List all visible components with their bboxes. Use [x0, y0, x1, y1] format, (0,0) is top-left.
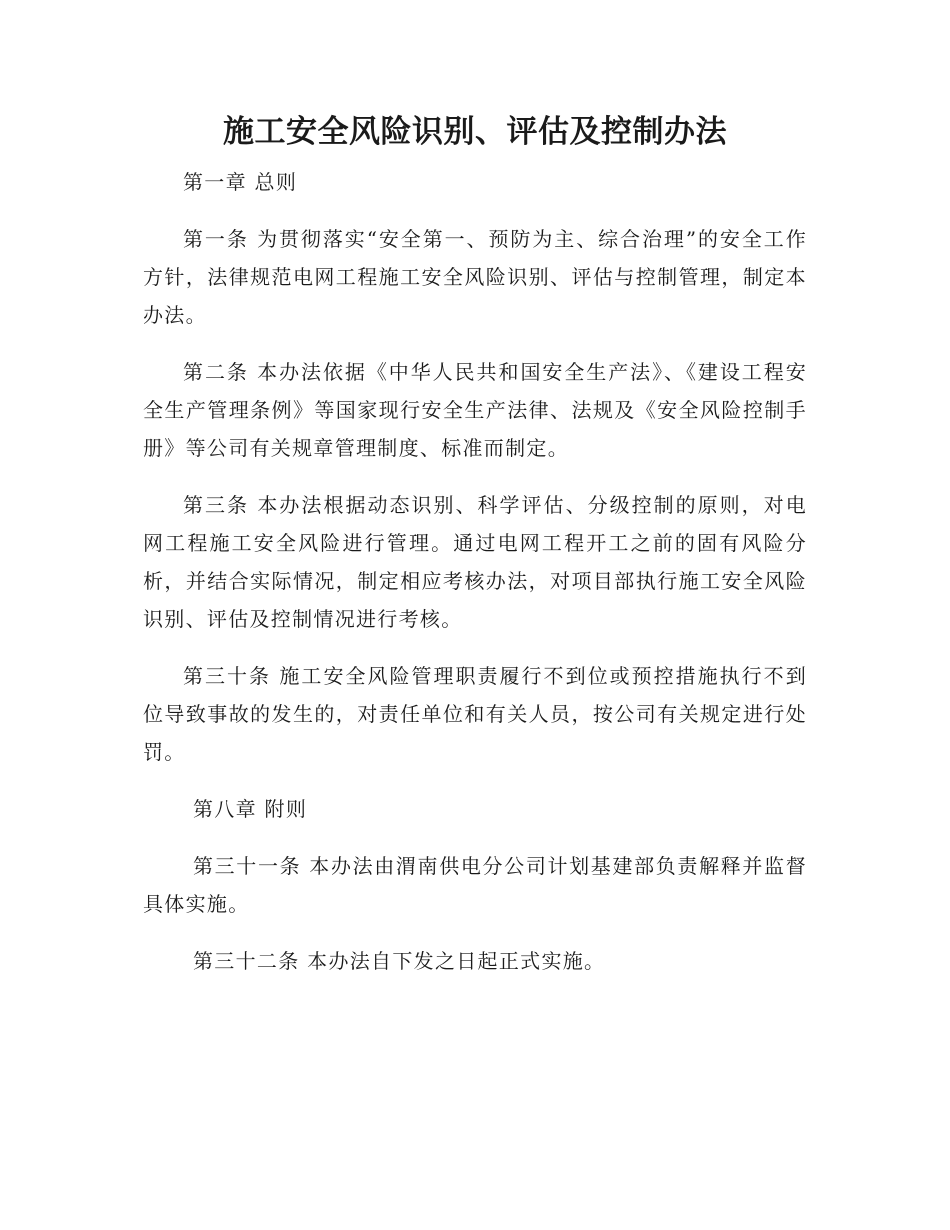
document-title: 施工安全风险识别、评估及控制办法 [223, 114, 727, 150]
article-30: 第三十条 施工安全风险管理职责履行不到位或预控措施执行不到位导致事故的发生的，对责任单位和有关人员，按公司有关规定进行处罚。 [143, 664, 807, 764]
chapter-8-heading: 第八章 附则 [193, 797, 308, 821]
article-31: 第三十一条 本办法由渭南供电分公司计划基建部负责解释并监督具体实施。 [143, 854, 807, 916]
chapter-1-heading: 第一章 总则 [183, 170, 298, 194]
article-32: 第三十二条 本办法自下发之日起正式实施。 [193, 949, 606, 973]
document-body [143, 163, 807, 980]
article-1: 第一条 为贯彻落实“安全第一、预防为主、综合治理”的安全工作方针，法律规范电网工程施工安全风险识别、评估与控制管理，制定本办法。 [143, 227, 807, 327]
article-3: 第三条 本办法根据动态识别、科学评估、分级控制的原则，对电网工程施工安全风险进行管理。通过电网工程开工之前的固有风险分析，并结合实际情况，制定相应考核办法，对项目部执行施工安全风险识别、评估及控制情况进行考核。 [143, 493, 807, 631]
article-2: 第二条 本办法依据《中华人民共和国安全生产法》、《建设工程安全生产管理条例》等国家现行安全生产法律、法规及《安全风险控制手册》等公司有关规章管理制度、标准而制定。 [143, 360, 807, 460]
